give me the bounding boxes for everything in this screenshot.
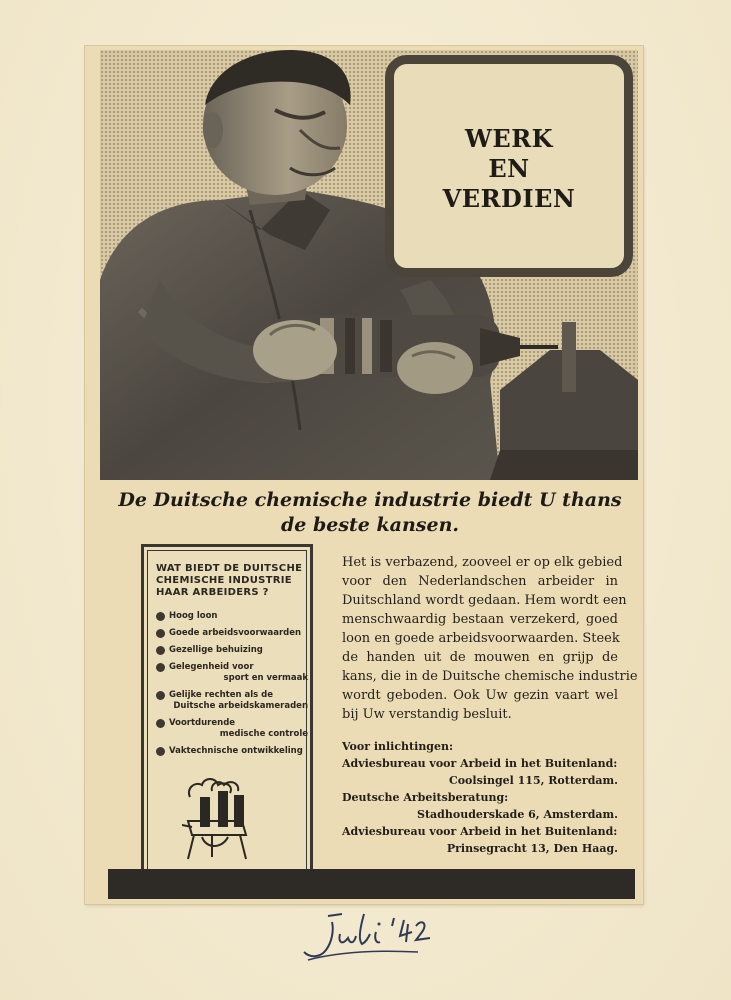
bullet-icon <box>156 629 165 638</box>
tagline-line: De Duitsche chemische industrie biedt U thans <box>118 489 622 511</box>
headline-frame <box>385 55 633 277</box>
benefit-item <box>156 611 312 622</box>
bullet-icon <box>156 612 165 621</box>
benefit-item-label: Vaktechnische ontwikkeling <box>169 746 303 756</box>
benefit-item-label: Gelijke rechten als de <box>169 690 274 700</box>
benefit-item <box>156 690 312 712</box>
bullet-icon <box>156 663 165 672</box>
body-line: kans, die in de Duitsche chemische industrie <box>342 669 638 684</box>
bullet-icon <box>156 691 165 700</box>
headline-line: VERDIEN <box>442 184 576 213</box>
benefits-title-line: HAAR ARBEIDERS ? <box>156 587 269 598</box>
benefits-title-line: CHEMISCHE INDUSTRIE <box>156 575 292 586</box>
contact-intro: Voor inlichtingen: <box>342 740 454 753</box>
contact-address: Prinsegracht 13, Den Haag. <box>446 842 618 855</box>
tagline <box>110 488 630 538</box>
contact-name: Adviesbureau voor Arbeid in het Buitenland: <box>342 825 618 838</box>
headline-line: EN <box>488 154 530 183</box>
benefits-title-line: WAT BIEDT DE DUITSCHE <box>156 563 303 574</box>
bullet-icon <box>156 646 165 655</box>
contact-info <box>342 738 618 857</box>
body-line: loon en goede arbeidsvoorwaarden. Steek <box>342 631 620 646</box>
body-line: bij Uw verstandig besluit. <box>342 707 512 722</box>
benefits-list <box>156 611 312 763</box>
benefits-box <box>141 544 313 887</box>
body-copy <box>342 553 638 724</box>
benefit-item <box>156 645 312 656</box>
body-line: de handen uit de mouwen en grijp de <box>342 650 618 665</box>
headline-line: WERK <box>464 124 554 153</box>
benefit-item-label: Voortdurende <box>169 718 236 728</box>
body-line: Het is verbazend, zooveel er op elk gebied <box>342 555 623 570</box>
contact-name: Deutsche Arbeitsberatung: <box>342 791 509 804</box>
benefit-item <box>156 628 312 639</box>
body-line: voor den Nederlandschen arbeider in <box>342 574 618 589</box>
benefit-item-label-continued: medische controle <box>219 729 308 739</box>
benefit-item <box>156 718 312 740</box>
bullet-icon <box>156 747 165 756</box>
headline <box>394 124 624 214</box>
benefit-item-label-continued: sport en vermaak <box>223 673 308 683</box>
body-line: wordt geboden. Ook Uw gezin vaart wel <box>342 688 618 703</box>
body-line: menschwaardig bestaan verzekerd, goed <box>342 612 618 627</box>
contact-address: Coolsingel 115, Rotterdam. <box>448 774 618 787</box>
benefit-item-label: Gelegenheid voor <box>169 662 254 672</box>
tagline-line: de beste kansen. <box>280 514 460 536</box>
contact-address: Stadhouderskade 6, Amsterdam. <box>417 808 618 821</box>
contact-name: Adviesbureau voor Arbeid in het Buitenland: <box>342 757 618 770</box>
bottom-bar <box>108 869 635 899</box>
benefit-item <box>156 662 312 684</box>
handwritten-date-note <box>298 908 448 968</box>
body-line: Duitschland wordt gedaan. Hem wordt een <box>342 593 627 608</box>
benefits-title <box>156 563 306 599</box>
benefit-item <box>156 746 312 757</box>
benefit-item-label: Goede arbeidsvoorwaarden <box>169 628 302 638</box>
benefit-item-label: Hoog loon <box>169 611 218 621</box>
bullet-icon <box>156 719 165 728</box>
factory-icon <box>182 775 272 867</box>
benefit-item-label: Gezellige behuizing <box>169 645 263 655</box>
benefit-item-label-continued: Duitsche arbeidskameraden <box>173 701 308 711</box>
